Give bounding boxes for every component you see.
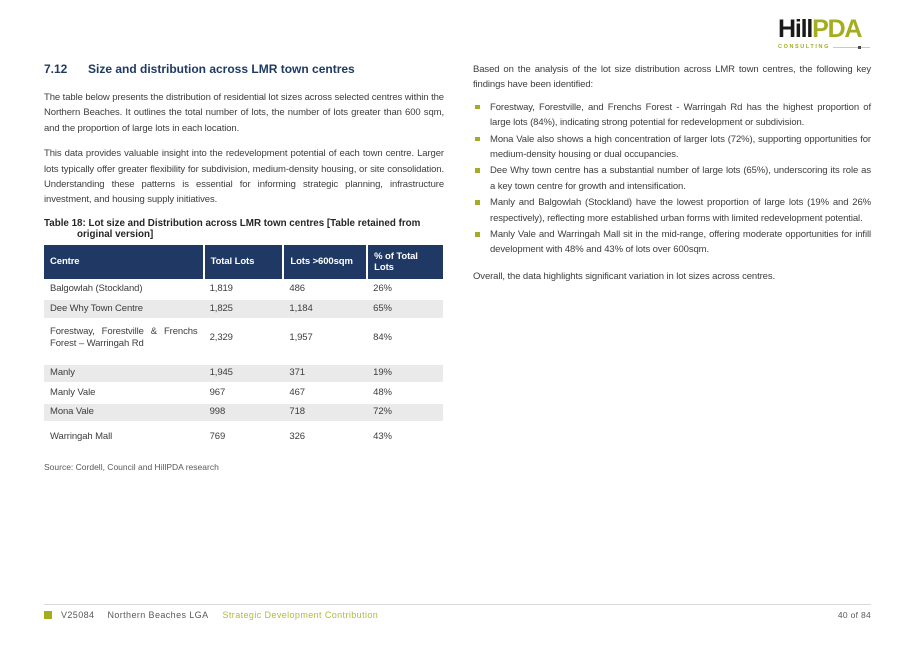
list-item (473, 227, 871, 258)
closing-summary: Overall, the data highlights significant variation in lot sizes across centres. (473, 270, 776, 282)
header-centre: Centre (44, 245, 204, 280)
bullet-square-icon (475, 168, 480, 173)
table-row (44, 319, 443, 361)
table-row (44, 383, 443, 403)
page-number: 40 of 84 (837, 610, 871, 620)
section-heading (44, 62, 444, 76)
cell-pct: 19% (367, 361, 443, 384)
cell-pct: 48% (367, 383, 443, 403)
cell-centre: Mona Vale (44, 403, 204, 423)
footer-square-icon (44, 611, 52, 619)
cell-total: 1,945 (204, 361, 284, 384)
left-column (44, 62, 444, 472)
lot-size-table (44, 245, 443, 450)
table-row (44, 403, 443, 423)
cell-centre: Warringah Mall (44, 422, 204, 450)
logo-pda-text: PDA (812, 15, 862, 43)
footer-project-code: V25084 (61, 610, 95, 620)
cell-total: 2,329 (204, 319, 284, 361)
logo-wordmark (778, 17, 870, 42)
header-pct-total-lots: % of Total Lots (367, 245, 443, 280)
table-row (44, 361, 443, 384)
bullet-square-icon (475, 200, 480, 205)
footer-project-name: Strategic Development Contribution (222, 610, 379, 620)
cell-large: 326 (283, 422, 367, 450)
cell-centre: Manly Vale (44, 383, 204, 403)
finding-text: Forestway, Forestville, and Frenchs Forest - Warringah Rd has the highest proportion of large lots (84%), indicating strong potential for redevelopment or subdivision. (490, 101, 871, 129)
table-row (44, 280, 443, 300)
cell-large: 1,184 (283, 299, 367, 319)
findings-intro: Based on the analysis of the lot size distribution across LMR town centres, the following key findings have been identified: (473, 64, 871, 91)
list-item (473, 195, 871, 226)
table-caption: Table 18: Lot size and Distribution across LMR town centres [Table retained from original version] (44, 217, 421, 241)
cell-total: 769 (204, 422, 284, 450)
cell-large: 467 (283, 383, 367, 403)
bullet-square-icon (475, 105, 480, 110)
table-header-row (44, 245, 443, 280)
cell-large: 718 (283, 403, 367, 423)
cell-pct: 43% (367, 422, 443, 450)
finding-text: Manly Vale and Warringah Mall sit in the mid-range, offering moderate opportunities for infill development with 48% and 43% of lots over 600sqm. (490, 229, 871, 256)
cell-centre: Manly (44, 361, 204, 384)
cell-pct: 72% (367, 403, 443, 423)
paragraph-insight: This data provides valuable insight into the redevelopment potential of each town centre. Larger lots typically offer greater flexibility for subdivision, medium-density housing, or site consolidation. Understanding these patterns is essential for informing strategic planning, infrastructure investment, and housing supply initiatives. (44, 148, 444, 206)
section-title: Size and distribution across LMR town centres (88, 62, 355, 76)
finding-text: Dee Why town centre has a substantial number of large lots (65%), underscoring its role as a key town centre for growth and intensification. (490, 165, 871, 192)
section-number: 7.12 (44, 62, 68, 76)
cell-pct: 84% (367, 319, 443, 361)
bullet-square-icon (475, 137, 480, 142)
logo-tagline: CONSULTING (778, 44, 830, 50)
bullet-square-icon (475, 232, 480, 237)
logo-rule (833, 47, 870, 48)
table-row (44, 422, 443, 450)
cell-centre: Dee Why Town Centre (44, 299, 204, 319)
logo-tagline-row (778, 44, 870, 50)
cell-total: 967 (204, 383, 284, 403)
cell-large: 486 (283, 280, 367, 300)
table-source-note: Source: Cordell, Council and HillPDA research (44, 461, 219, 472)
list-item (473, 132, 871, 163)
footer (44, 610, 871, 620)
header-lots-600sqm: Lots >600sqm (283, 245, 367, 280)
finding-text: Mona Vale also shows a high concentration of larger lots (72%), supporting opportunities for medium-density housing or dual occupancies. (490, 133, 871, 161)
list-item (473, 100, 871, 131)
cell-total: 1,819 (204, 280, 284, 300)
logo-hill-text: Hill (778, 15, 813, 43)
right-column (473, 62, 871, 284)
table-row (44, 299, 443, 319)
cell-total: 998 (204, 403, 284, 423)
list-item (473, 163, 871, 194)
cell-pct: 65% (367, 299, 443, 319)
cell-large: 371 (283, 361, 367, 384)
hillpda-logo (778, 17, 870, 50)
cell-total: 1,825 (204, 299, 284, 319)
header-total-lots: Total Lots (204, 245, 284, 280)
footer-region: Northern Beaches LGA (107, 610, 209, 620)
logo-dot-icon (858, 46, 861, 49)
cell-pct: 26% (367, 280, 443, 300)
finding-text: Manly and Balgowlah (Stockland) have the lowest proportion of large lots (19% and 26% respectively), reflecting more established urban forms with limited redevelopment potential. (490, 197, 871, 224)
cell-centre: Balgowlah (Stockland) (44, 280, 204, 300)
cell-large: 1,957 (283, 319, 367, 361)
cell-centre: Forestway, Forestville & Frenchs Forest – Warringah Rd (44, 319, 204, 361)
paragraph-intro-table: The table below presents the distribution of residential lot sizes across selected centres within the Northern Beaches. It outlines the total number of lots, the number of lots greater than 600 sqm, and the proportion of large lots in each location. (44, 92, 444, 134)
findings-list (473, 100, 871, 258)
footer-divider (44, 604, 871, 605)
